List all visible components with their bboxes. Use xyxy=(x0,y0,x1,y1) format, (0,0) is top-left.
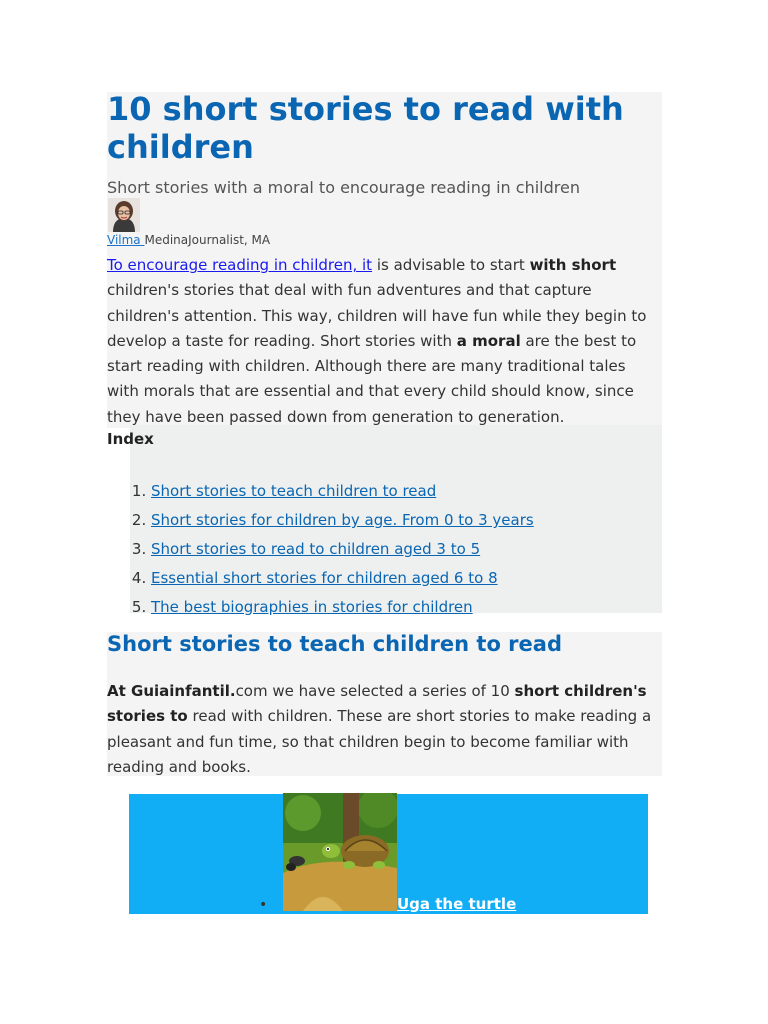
index-link-4[interactable]: Essential short stories for children aged 6 to 8 xyxy=(151,569,498,587)
page-title: 10 short stories to read with children xyxy=(107,90,624,166)
page-subtitle: Short stories with a moral to encourage reading in children xyxy=(107,178,580,197)
author-avatar xyxy=(108,198,140,232)
index-item xyxy=(151,477,534,506)
intro-text-2: children's stories that deal with fun adventures and that capture children's attention. This way, children will have fun while they begin to develop a taste for reading. Short stories with xyxy=(107,281,647,350)
index-item xyxy=(151,564,534,593)
author-credentials: MedinaJournalist, MA xyxy=(144,233,271,247)
list-bullet: • xyxy=(259,897,268,913)
index-title: Index xyxy=(107,430,154,448)
index-item xyxy=(151,535,534,564)
story-link[interactable]: Uga the turtle xyxy=(397,895,517,913)
index-item xyxy=(151,506,534,535)
intro-link[interactable]: To encourage reading in children, it xyxy=(107,256,373,274)
section-heading: Short stories to teach children to read xyxy=(107,632,562,656)
index-link-2[interactable]: Short stories for children by age. From 0 to 3 years xyxy=(151,511,534,529)
intro-bold-1: with short xyxy=(529,256,617,274)
turtle-story-image[interactable] xyxy=(283,793,397,911)
index-link-1[interactable]: Short stories to teach children to read xyxy=(151,482,437,500)
section-bold-1: At Guiainfantil. xyxy=(107,682,236,700)
section-text-2: read with children. These are short stories to make reading a pleasant and fun time, so that children begin to become familiar with reading and books. xyxy=(107,707,652,776)
index-link-3[interactable]: Short stories to read to children aged 3 to 5 xyxy=(151,540,481,558)
intro-text-3: are the best to start reading with children. Although there are many traditional tales with morals that are essential and that every child should know, since they have been passed down from generation to generation. xyxy=(107,331,637,426)
section-text-1: com we have selected a series of 10 xyxy=(235,682,515,700)
section-paragraph xyxy=(107,679,659,780)
intro-bold-2: a moral xyxy=(456,331,521,350)
intro-text-1: is advisable to start xyxy=(372,256,530,274)
author-link[interactable]: Vilma xyxy=(107,233,145,247)
intro-paragraph xyxy=(107,253,655,430)
author-byline xyxy=(107,233,270,247)
index-item xyxy=(151,593,534,622)
index-list xyxy=(107,477,534,622)
index-link-5[interactable]: The best biographies in stories for children xyxy=(151,598,473,616)
section-bold-2: short children's stories to xyxy=(107,682,647,726)
